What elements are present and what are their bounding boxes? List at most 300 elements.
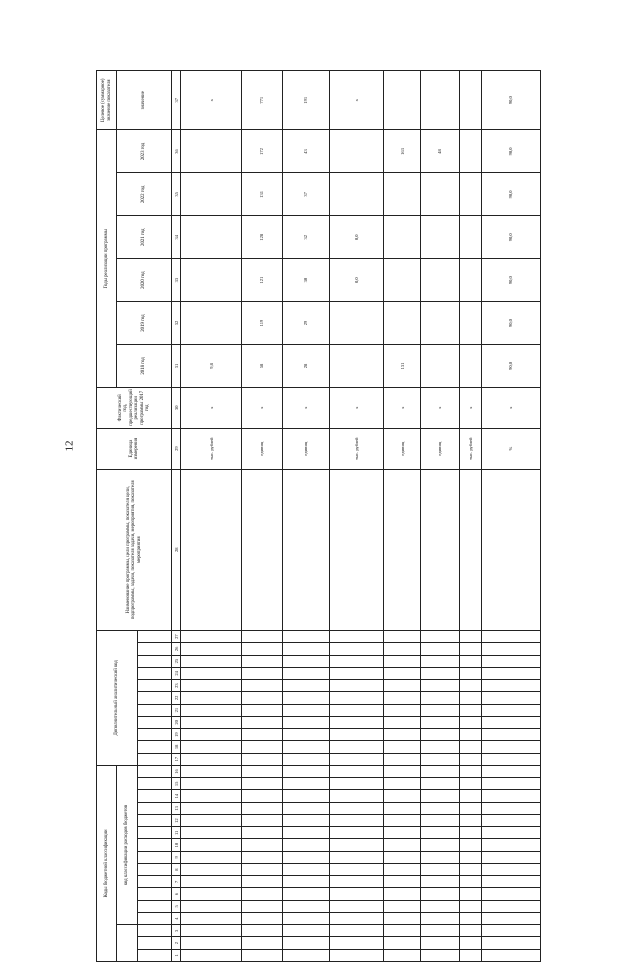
- indicator-name: [384, 469, 421, 630]
- table-row: [282, 71, 329, 962]
- column-numbers-row: [172, 71, 181, 962]
- extra-code-subheader: [137, 667, 172, 679]
- code-cell: [384, 692, 421, 704]
- code-cell: [421, 913, 460, 925]
- indicator-name: [459, 469, 481, 630]
- code-cell: [384, 704, 421, 716]
- code-cell: [421, 876, 460, 888]
- column-number: 33: [172, 259, 181, 302]
- year-value-cell: 37: [282, 173, 329, 216]
- code-cell: [384, 802, 421, 814]
- code-cell: [242, 876, 283, 888]
- unit-cell: единиц: [421, 428, 460, 469]
- year-value-cell: [384, 216, 421, 259]
- header-2023: 2023 год: [117, 130, 172, 173]
- code-cell: [384, 753, 421, 765]
- year-value-cell: 9,8: [181, 344, 242, 387]
- code-cell: [181, 888, 242, 900]
- code-subheader: [137, 839, 172, 851]
- code-cell: [421, 729, 460, 741]
- code-subheader: [137, 765, 172, 777]
- code-cell: [282, 937, 329, 949]
- target-value-cell: 191: [282, 71, 329, 130]
- code-cell: [181, 765, 242, 777]
- column-number: 32: [172, 302, 181, 345]
- year-value-cell: 48: [421, 130, 460, 173]
- code-subheader: [137, 851, 172, 863]
- code-cell: [181, 925, 242, 937]
- column-number: 17: [172, 753, 181, 765]
- code-cell: [181, 643, 242, 655]
- code-cell: [329, 778, 384, 790]
- year-value-cell: [181, 216, 242, 259]
- column-number: 23: [172, 680, 181, 692]
- code-cell: [421, 949, 460, 961]
- year-value-cell: 131: [242, 173, 283, 216]
- code-cell: [459, 851, 481, 863]
- column-number: 6: [172, 888, 181, 900]
- code-subheader: [137, 888, 172, 900]
- code-cell: [181, 937, 242, 949]
- code-cell: [421, 704, 460, 716]
- code-cell: [459, 667, 481, 679]
- code-cell: [181, 913, 242, 925]
- column-number: 7: [172, 876, 181, 888]
- year-value-cell: 172: [242, 130, 283, 173]
- code-cell: [421, 827, 460, 839]
- code-cell: [384, 888, 421, 900]
- column-number: 28: [172, 469, 181, 630]
- code-cell: [242, 753, 283, 765]
- code-cell: [282, 655, 329, 667]
- code-cell: [421, 741, 460, 753]
- year-value-cell: [329, 302, 384, 345]
- code-subheader: [137, 900, 172, 912]
- code-cell: [384, 925, 421, 937]
- code-cell: [481, 655, 540, 667]
- code-cell: [421, 753, 460, 765]
- code-cell: [242, 680, 283, 692]
- code-cell: [481, 704, 540, 716]
- column-number: 4: [172, 913, 181, 925]
- indicator-name: [421, 469, 460, 630]
- year-value-cell: 90,0: [481, 302, 540, 345]
- year-value-cell: [459, 130, 481, 173]
- code-cell: [481, 888, 540, 900]
- year-value-cell: [181, 259, 242, 302]
- base-year-cell: х: [282, 387, 329, 428]
- year-value-cell: 32: [282, 216, 329, 259]
- base-year-cell: х: [384, 387, 421, 428]
- year-value-cell: 128: [242, 216, 283, 259]
- column-number: 24: [172, 667, 181, 679]
- code-cell: [242, 704, 283, 716]
- year-value-cell: [459, 344, 481, 387]
- code-cell: [242, 716, 283, 728]
- code-cell: [282, 753, 329, 765]
- code-cell: [384, 643, 421, 655]
- code-cell: [384, 667, 421, 679]
- header-2020: 2020 год: [117, 259, 172, 302]
- header-2019: 2019 год: [117, 302, 172, 345]
- code-cell: [459, 729, 481, 741]
- code-cell: [459, 704, 481, 716]
- column-number: 2: [172, 937, 181, 949]
- code-cell: [242, 802, 283, 814]
- code-cell: [329, 643, 384, 655]
- code-cell: [329, 704, 384, 716]
- code-cell: [282, 900, 329, 912]
- code-cell: [481, 790, 540, 802]
- header-unit: Единица измерения: [97, 428, 172, 469]
- code-cell: [459, 949, 481, 961]
- year-value-cell: [329, 130, 384, 173]
- code-cell: [421, 765, 460, 777]
- code-cell: [181, 815, 242, 827]
- code-cell: [421, 680, 460, 692]
- code-cell: [282, 913, 329, 925]
- code-cell: [329, 827, 384, 839]
- code-cell: [384, 765, 421, 777]
- code-cell: [329, 753, 384, 765]
- code-cell: [329, 900, 384, 912]
- column-number: 3: [172, 925, 181, 937]
- code-cell: [329, 802, 384, 814]
- code-cell: [282, 802, 329, 814]
- year-value-cell: [181, 130, 242, 173]
- year-value-cell: [421, 173, 460, 216]
- code-cell: [282, 851, 329, 863]
- year-value-cell: 90,0: [481, 216, 540, 259]
- code-cell: [481, 925, 540, 937]
- table-row: [421, 71, 460, 962]
- target-value-cell: [421, 71, 460, 130]
- program-table-sheet: [96, 70, 541, 962]
- code-cell: [481, 949, 540, 961]
- column-number: 12: [172, 815, 181, 827]
- column-number: 36: [172, 130, 181, 173]
- indicator-name: [282, 469, 329, 630]
- header-target-group: Целевое (суммарное) значение показателя: [97, 71, 117, 130]
- code-cell: [181, 790, 242, 802]
- code-cell: [384, 900, 421, 912]
- code-cell: [329, 765, 384, 777]
- code-cell: [181, 839, 242, 851]
- code-cell: [181, 741, 242, 753]
- header-2021: 2021 год: [117, 216, 172, 259]
- column-number: 16: [172, 765, 181, 777]
- column-number: 37: [172, 71, 181, 130]
- year-value-cell: 90,0: [481, 130, 540, 173]
- code-cell: [481, 753, 540, 765]
- code-cell: [282, 839, 329, 851]
- column-number: 11: [172, 827, 181, 839]
- code-cell: [282, 741, 329, 753]
- code-cell: [282, 765, 329, 777]
- year-value-cell: 121: [242, 259, 283, 302]
- header-2022: 2022 год: [117, 173, 172, 216]
- unit-cell: тыс. рублей: [181, 428, 242, 469]
- code-cell: [421, 778, 460, 790]
- unit-cell: тыс. рублей: [459, 428, 481, 469]
- code-cell: [242, 864, 283, 876]
- table-row: [459, 71, 481, 962]
- table-row: [329, 71, 384, 962]
- base-year-cell: х: [242, 387, 283, 428]
- column-number: 15: [172, 778, 181, 790]
- code-cell: [282, 692, 329, 704]
- code-cell: [481, 900, 540, 912]
- code-cell: [459, 692, 481, 704]
- code-subheader: [137, 827, 172, 839]
- indicator-name: [329, 469, 384, 630]
- column-number: 20: [172, 716, 181, 728]
- unit-cell: %: [481, 428, 540, 469]
- code-cell: [242, 827, 283, 839]
- code-cell: [181, 851, 242, 863]
- code-cell: [329, 655, 384, 667]
- target-value-cell: 90,0: [481, 71, 540, 130]
- column-number: 25: [172, 655, 181, 667]
- code-cell: [282, 876, 329, 888]
- code-cell: [242, 643, 283, 655]
- year-value-cell: [459, 259, 481, 302]
- code-cell: [384, 949, 421, 961]
- code-cell: [421, 839, 460, 851]
- table-row: [384, 71, 421, 962]
- unit-cell: единиц: [282, 428, 329, 469]
- code-cell: [481, 716, 540, 728]
- code-cell: [329, 888, 384, 900]
- code-cell: [242, 925, 283, 937]
- header-name: Наименование программы, цели программы, показателя цели, подпрограммы, задачи, показателя задачи, мероприятия, показателя мероприятия: [97, 469, 172, 630]
- code-cell: [459, 765, 481, 777]
- code-cell: [459, 827, 481, 839]
- code-cell: [329, 851, 384, 863]
- code-cell: [421, 667, 460, 679]
- code-subheader: [137, 949, 172, 961]
- code-cell: [459, 937, 481, 949]
- year-value-cell: [459, 216, 481, 259]
- column-number: 10: [172, 839, 181, 851]
- code-cell: [481, 876, 540, 888]
- code-cell: [181, 680, 242, 692]
- code-cell: [181, 753, 242, 765]
- code-cell: [282, 729, 329, 741]
- column-number: 14: [172, 790, 181, 802]
- code-cell: [242, 937, 283, 949]
- code-cell: [421, 937, 460, 949]
- code-cell: [242, 790, 283, 802]
- table-row: [481, 71, 540, 962]
- code-cell: [329, 925, 384, 937]
- header-years-group: Годы реализации программы: [97, 130, 117, 387]
- code-cell: [421, 802, 460, 814]
- column-number: 22: [172, 692, 181, 704]
- code-cell: [384, 716, 421, 728]
- year-value-cell: [421, 216, 460, 259]
- code-cell: [421, 655, 460, 667]
- code-cell: [329, 729, 384, 741]
- code-cell: [181, 630, 242, 642]
- year-value-cell: [459, 173, 481, 216]
- code-cell: [459, 753, 481, 765]
- code-cell: [181, 716, 242, 728]
- code-cell: [181, 778, 242, 790]
- code-cell: [282, 888, 329, 900]
- code-cell: [242, 900, 283, 912]
- target-value-cell: 771: [242, 71, 283, 130]
- code-cell: [242, 729, 283, 741]
- code-cell: [329, 937, 384, 949]
- column-number: 19: [172, 729, 181, 741]
- extra-code-subheader: [137, 729, 172, 741]
- header-budget-sub: код классификации расходов бюджетов: [117, 765, 137, 924]
- code-cell: [242, 949, 283, 961]
- code-subheader: [137, 876, 172, 888]
- code-cell: [242, 655, 283, 667]
- header-extra-code: Дополнительный аналитический код: [97, 630, 138, 765]
- table-row: [242, 71, 283, 962]
- code-cell: [384, 790, 421, 802]
- code-cell: [481, 913, 540, 925]
- code-cell: [242, 815, 283, 827]
- code-cell: [481, 937, 540, 949]
- code-cell: [459, 741, 481, 753]
- code-cell: [481, 667, 540, 679]
- year-value-cell: 58: [242, 344, 283, 387]
- indicator-name: [481, 469, 540, 630]
- base-year-cell: х: [481, 387, 540, 428]
- code-cell: [329, 741, 384, 753]
- base-year-cell: х: [181, 387, 242, 428]
- header-base-year: Фактический год, предшествующий реализации программы 2017 год: [97, 387, 172, 428]
- table-row: [181, 71, 242, 962]
- code-cell: [481, 630, 540, 642]
- code-subheader: [137, 864, 172, 876]
- code-cell: [421, 851, 460, 863]
- year-value-cell: 90,0: [481, 344, 540, 387]
- code-subheader: [137, 802, 172, 814]
- code-cell: [459, 680, 481, 692]
- code-cell: [242, 778, 283, 790]
- code-cell: [329, 839, 384, 851]
- code-cell: [181, 949, 242, 961]
- year-value-cell: 119: [242, 302, 283, 345]
- code-cell: [481, 680, 540, 692]
- base-year-cell: х: [459, 387, 481, 428]
- code-cell: [181, 729, 242, 741]
- code-subheader: [137, 790, 172, 802]
- column-number: 5: [172, 900, 181, 912]
- program-indicators-table: [96, 70, 541, 962]
- extra-code-subheader: [137, 680, 172, 692]
- year-value-cell: [329, 344, 384, 387]
- extra-code-subheader: [137, 753, 172, 765]
- year-value-cell: [384, 173, 421, 216]
- code-cell: [282, 790, 329, 802]
- code-cell: [282, 630, 329, 642]
- page-number: 12: [63, 440, 76, 452]
- code-cell: [384, 937, 421, 949]
- code-cell: [282, 716, 329, 728]
- code-cell: [481, 778, 540, 790]
- code-cell: [329, 913, 384, 925]
- code-cell: [329, 667, 384, 679]
- code-cell: [384, 630, 421, 642]
- code-cell: [384, 839, 421, 851]
- header-2018: 2018 год: [117, 344, 172, 387]
- code-cell: [421, 900, 460, 912]
- extra-code-subheader: [137, 630, 172, 642]
- code-cell: [181, 876, 242, 888]
- indicator-name: [242, 469, 283, 630]
- code-cell: [459, 790, 481, 802]
- code-cell: [459, 888, 481, 900]
- code-cell: [242, 839, 283, 851]
- code-cell: [421, 790, 460, 802]
- column-number: 31: [172, 344, 181, 387]
- code-cell: [459, 802, 481, 814]
- code-cell: [421, 643, 460, 655]
- code-cell: [481, 729, 540, 741]
- code-cell: [459, 913, 481, 925]
- year-value-cell: [421, 259, 460, 302]
- year-value-cell: 131: [384, 344, 421, 387]
- year-value-cell: 30: [282, 259, 329, 302]
- year-value-cell: 28: [282, 344, 329, 387]
- header-budget-codes: Коды бюджетной классификации: [97, 765, 117, 961]
- code-cell: [329, 949, 384, 961]
- code-cell: [282, 643, 329, 655]
- code-cell: [329, 716, 384, 728]
- code-cell: [421, 692, 460, 704]
- code-cell: [282, 949, 329, 961]
- code-subheader: [137, 925, 172, 937]
- extra-code-subheader: [137, 655, 172, 667]
- extra-code-subheader: [137, 716, 172, 728]
- column-number: 27: [172, 630, 181, 642]
- column-number: 30: [172, 387, 181, 428]
- code-cell: [421, 716, 460, 728]
- code-cell: [282, 864, 329, 876]
- code-cell: [181, 900, 242, 912]
- year-value-cell: [384, 302, 421, 345]
- header-row-1: [97, 71, 117, 962]
- code-cell: [242, 692, 283, 704]
- code-cell: [181, 692, 242, 704]
- code-cell: [481, 692, 540, 704]
- target-value-cell: [459, 71, 481, 130]
- code-cell: [459, 900, 481, 912]
- code-cell: [329, 864, 384, 876]
- code-cell: [242, 851, 283, 863]
- extra-code-subheader: [137, 704, 172, 716]
- unit-cell: тыс. рублей: [329, 428, 384, 469]
- code-cell: [459, 778, 481, 790]
- code-cell: [481, 851, 540, 863]
- year-value-cell: 90,0: [481, 173, 540, 216]
- code-cell: [481, 827, 540, 839]
- indicator-name: [181, 469, 242, 630]
- code-cell: [282, 680, 329, 692]
- code-cell: [242, 888, 283, 900]
- code-cell: [421, 888, 460, 900]
- code-cell: [481, 741, 540, 753]
- code-cell: [329, 790, 384, 802]
- year-value-cell: [181, 302, 242, 345]
- code-cell: [459, 925, 481, 937]
